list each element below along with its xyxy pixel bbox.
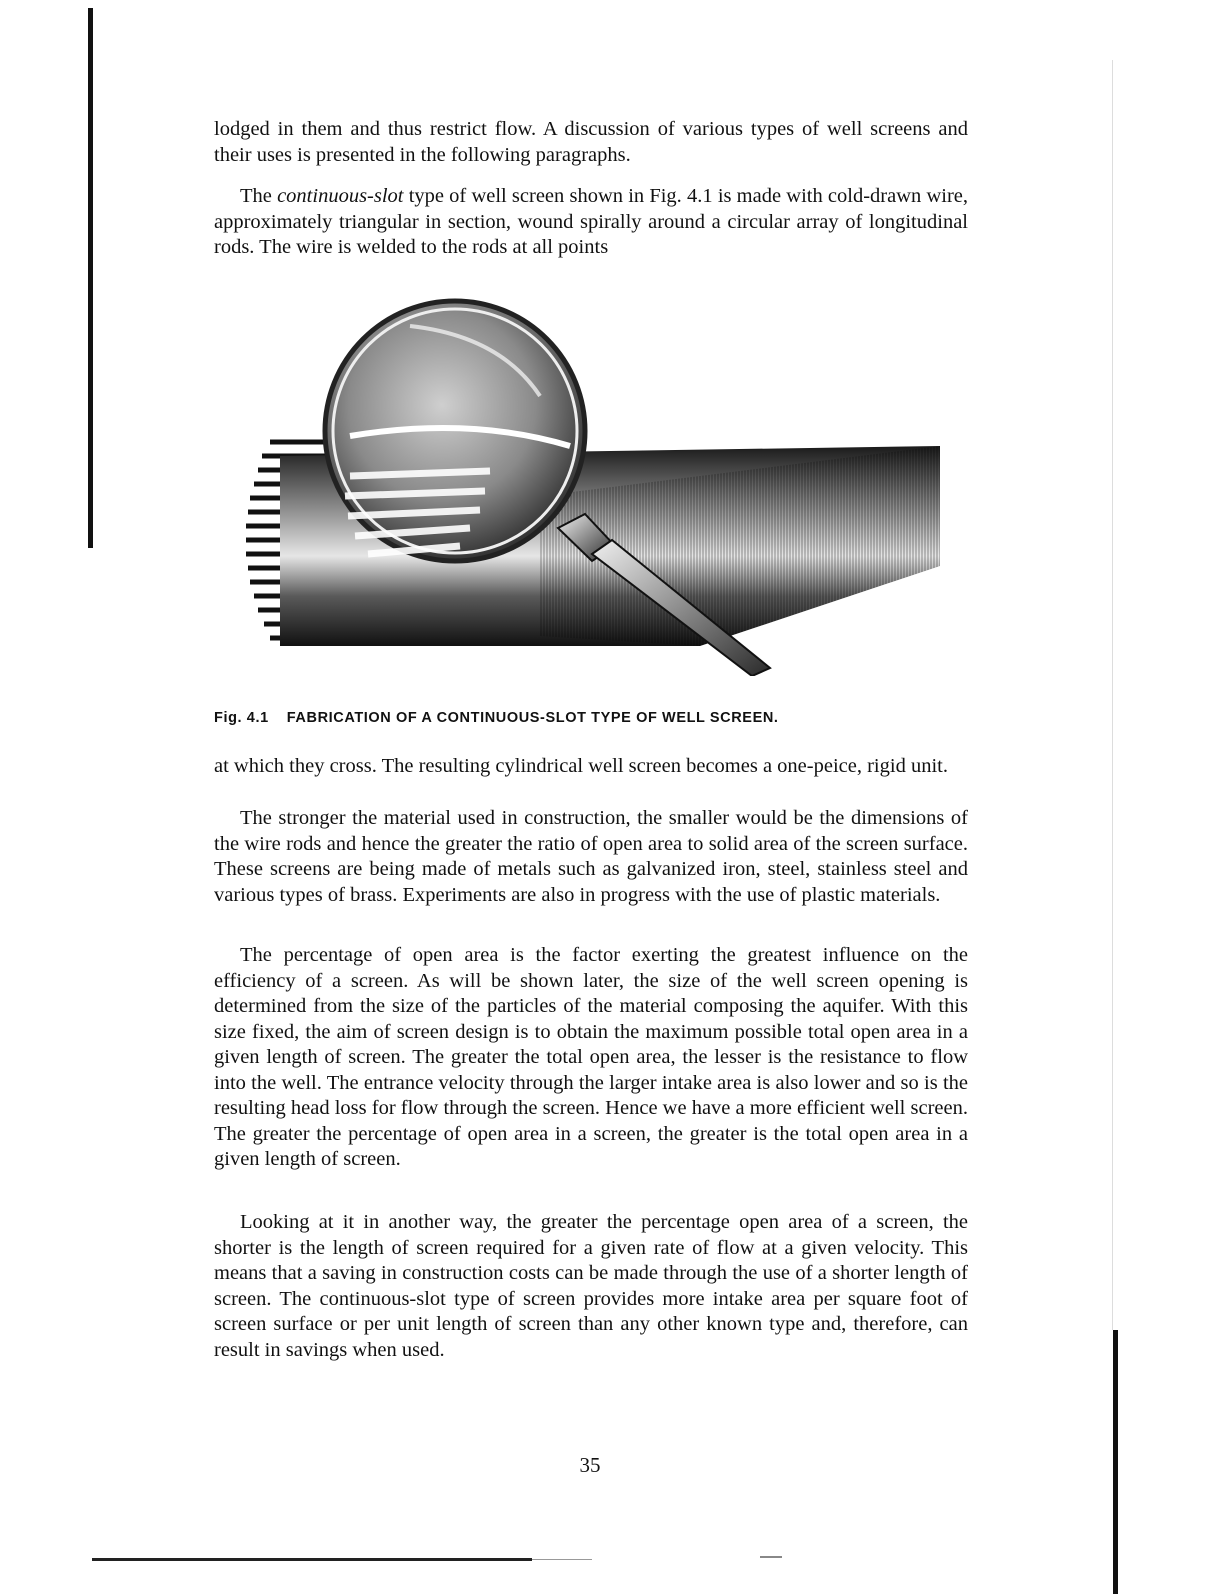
scan-edge-bottom-faint xyxy=(532,1559,592,1560)
scan-edge-left xyxy=(88,8,93,548)
scan-edge-right xyxy=(1113,1330,1118,1594)
paragraph-intro xyxy=(214,117,968,168)
page-number: 35 xyxy=(579,1453,601,1477)
paragraph-text: at which they cross. The resulting cylindrical well screen becomes a one-peice, rigid unit. xyxy=(214,755,948,777)
paragraph-continuous-slot xyxy=(214,184,968,261)
figure-caption xyxy=(214,710,974,726)
term-continuous-slot: continuous-slot xyxy=(277,185,404,207)
paragraph-open-area xyxy=(214,943,968,1173)
scan-edge-bottom xyxy=(92,1558,532,1561)
paragraph-text: The xyxy=(240,185,278,207)
paragraph-text: Looking at it in another way, the greater the percentage open area of a screen, the shorter is the length of screen required for a given rate of flow at a given velocity. This means that a saving in construction costs can be made through the use of a shorter length of screen. The continuous-slot type of screen provides more intake area per square foot of screen surface or per unit length of screen than any other known type and, therefore, can result in savings when used. xyxy=(214,1211,968,1361)
paragraph-text: The stronger the material used in construction, the smaller would be the dimensions of the wire rods and hence the greater the ratio of open area to solid area of the screen surface. These screens are being made of metals such as galvanized iron, steel, stainless steel and various types of brass. Experiments are also in progress with the use of plastic materials. xyxy=(214,807,968,906)
paragraph-text: type of well screen shown in Fig. 4.1 is made with cold-drawn wire, approximately triangular in section, wound spirally around a circular array of longitudinal rods. The wire is welded to the rods at all points xyxy=(214,185,969,258)
paragraph-text: lodged in them and thus restrict flow. A discussion of various types of well screens and their uses is presented in the following paragraphs. xyxy=(214,118,968,166)
figure-well-screen xyxy=(240,296,970,676)
paragraph-continuation xyxy=(214,754,968,780)
figure-caption-text: FABRICATION OF A CONTINUOUS-SLOT TYPE OF WELL SCREEN. xyxy=(286,710,779,726)
well-screen-illustration xyxy=(240,296,970,676)
paragraph-text: The percentage of open area is the factor exerting the greatest influence on the efficiency of a screen. As will be shown later, the size of the well screen opening is determined from the size of the particles of the material composing the aquifer. With this size fixed, the aim of screen design is to obtain the maximum possible total open area in a given length of screen. The greater the total open area, the lesser is the resistance to flow into the well. The entrance velocity through the larger intake area is also lower and so is the resulting head loss for flow through the screen. Hence we have a more efficient well screen. The greater the percentage of open area in a screen, the greater is the total open area in a given length of screen. xyxy=(214,944,968,1170)
paragraph-savings xyxy=(214,1210,968,1363)
figure-label: Fig. 4.1 xyxy=(214,710,269,726)
scan-edge-right-line xyxy=(1112,60,1113,1330)
paragraph-materials xyxy=(214,806,968,908)
scan-mark xyxy=(760,1556,782,1558)
